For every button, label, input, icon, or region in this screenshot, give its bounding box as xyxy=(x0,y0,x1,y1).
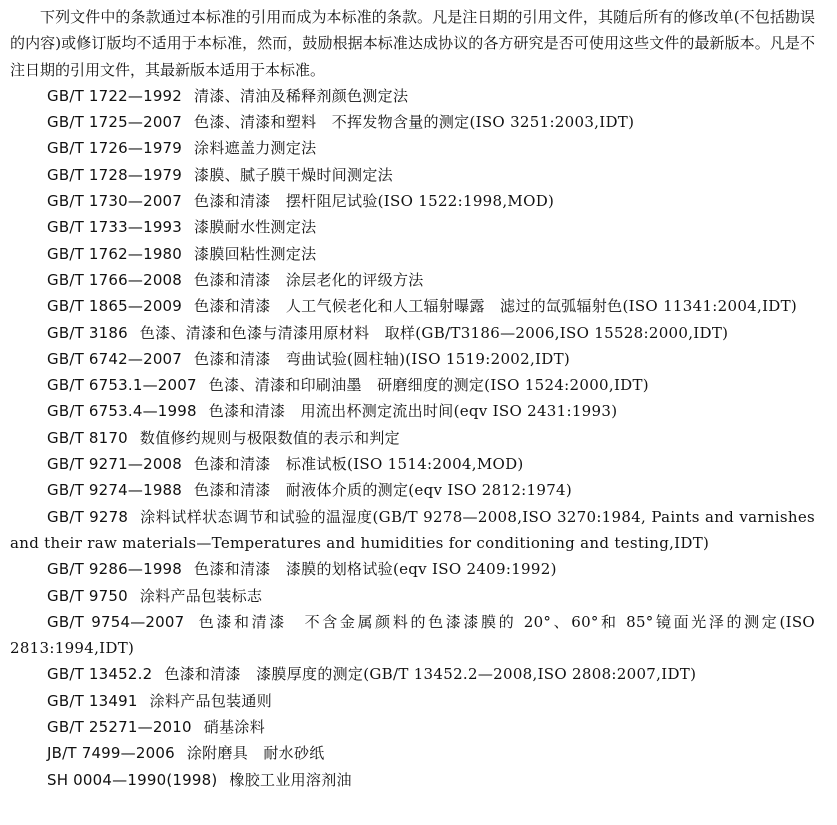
reference-title: 涂附磨具 耐水砂纸 xyxy=(186,744,325,763)
reference-title: 色漆和清漆 标准试板(ISO 1514:2004,MOD) xyxy=(194,455,524,474)
reference-code: GB/T 9274—1988 xyxy=(47,481,183,500)
reference-code: GB/T 1725—2007 xyxy=(47,113,183,132)
reference-item xyxy=(10,714,815,740)
reference-item xyxy=(10,556,815,582)
reference-title: 色漆、清漆和印刷油墨 研磨细度的测定(ISO 1524:2000,IDT) xyxy=(208,376,649,395)
reference-title: 色漆和清漆 耐液体介质的测定(eqv ISO 2812:1974) xyxy=(194,481,573,500)
reference-title: 漆膜耐水性测定法 xyxy=(194,218,317,237)
reference-title: 清漆、清油及稀释剂颜色测定法 xyxy=(194,86,409,105)
reference-title: 色漆、清漆和色漆与清漆用原材料 取样(GB/T3186—2006,ISO 15528:2000,IDT) xyxy=(139,323,729,342)
reference-title: 涂料试样状态调节和试验的温湿度(GB/T 9278—2008,ISO 3270:1984, Paints and varnishes and their raw materials—Temperatures and humidities for conditioning and testing,IDT) xyxy=(10,507,815,552)
reference-code: GB/T 1762—1980 xyxy=(47,244,183,263)
reference-code: GB/T 9750 xyxy=(47,586,128,605)
reference-item xyxy=(10,609,815,662)
reference-title: 漆膜、腻子膜干燥时间测定法 xyxy=(194,165,393,184)
reference-title: 漆膜回粘性测定法 xyxy=(194,244,317,263)
reference-code: GB/T 1722—1992 xyxy=(47,86,183,105)
reference-item xyxy=(10,504,815,557)
reference-title: 涂料产品包装通则 xyxy=(149,691,273,710)
reference-code: GB/T 6753.1—2007 xyxy=(47,376,197,395)
reference-title: 色漆和清漆 涂层老化的评级方法 xyxy=(194,270,424,289)
reference-code: GB/T 1726—1979 xyxy=(47,139,183,158)
reference-item xyxy=(10,346,815,372)
reference-item xyxy=(10,583,815,609)
reference-item xyxy=(10,477,815,503)
reference-code: JB/T 7499—2006 xyxy=(47,744,175,763)
reference-item xyxy=(10,740,815,766)
reference-item xyxy=(10,425,815,451)
reference-title: 涂料产品包装标志 xyxy=(139,586,263,605)
reference-item xyxy=(10,688,815,714)
reference-title: 色漆和清漆 用流出杯测定流出时间(eqv ISO 2431:1993) xyxy=(208,402,618,421)
reference-code: GB/T 13452.2 xyxy=(47,665,153,684)
reference-title: 色漆和清漆 弯曲试验(圆柱轴)(ISO 1519:2002,IDT) xyxy=(194,349,571,368)
reference-code: GB/T 1733—1993 xyxy=(47,218,183,237)
reference-title: 硝基涂料 xyxy=(203,718,265,737)
reference-title: 色漆和清漆 人工气候老化和人工辐射曝露 滤过的氙弧辐射色(ISO 11341:2004,IDT) xyxy=(194,297,798,316)
reference-code: GB/T 8170 xyxy=(47,428,128,447)
reference-code: GB/T 6753.4—1998 xyxy=(47,402,197,421)
intro-paragraph: 下列文件中的条款通过本标准的引用而成为本标准的条款。凡是注日期的引用文件，其随后所有的修改单(不包括勘误的内容)或修订版均不适用于本标准，然而，鼓励根据本标准达成协议的各方研究是否可使用这些文件的最新版本。凡是不注日期的引用文件，其最新版本适用于本标准。 xyxy=(10,8,815,79)
reference-item xyxy=(10,109,815,135)
reference-list xyxy=(10,83,815,793)
reference-item xyxy=(10,293,815,319)
reference-code: GB/T 9754—2007 xyxy=(47,612,185,631)
reference-code: GB/T 1865—2009 xyxy=(47,297,183,316)
reference-item xyxy=(10,241,815,267)
reference-title: 橡胶工业用溶剂油 xyxy=(229,770,352,789)
reference-code: GB/T 1766—2008 xyxy=(47,270,183,289)
reference-item xyxy=(10,661,815,687)
reference-title: 涂料遮盖力测定法 xyxy=(194,139,317,158)
reference-item xyxy=(10,320,815,346)
reference-title: 数值修约规则与极限数值的表示和判定 xyxy=(139,428,400,447)
reference-title: 色漆和清漆 摆杆阻尼试验(ISO 1522:1998,MOD) xyxy=(194,192,555,211)
reference-item xyxy=(10,83,815,109)
reference-item xyxy=(10,398,815,424)
reference-code: GB/T 1728—1979 xyxy=(47,165,183,184)
reference-title: 色漆和清漆 漆膜厚度的测定(GB/T 13452.2—2008,ISO 2808:2007,IDT) xyxy=(164,665,697,684)
reference-code: GB/T 9271—2008 xyxy=(47,455,183,474)
reference-code: GB/T 9278 xyxy=(47,507,129,526)
reference-item xyxy=(10,188,815,214)
reference-code: GB/T 3186 xyxy=(47,323,128,342)
reference-code: GB/T 13491 xyxy=(47,691,138,710)
reference-title: 色漆和清漆 不含金属颜料的色漆漆膜的 20°、60°和 85°镜面光泽的测定(ISO 2813:1994,IDT) xyxy=(10,612,815,658)
reference-code: GB/T 1730—2007 xyxy=(47,192,183,211)
reference-code: GB/T 9286—1998 xyxy=(47,560,183,579)
reference-title: 色漆和清漆 漆膜的划格试验(eqv ISO 2409:1992) xyxy=(194,560,557,579)
reference-code: GB/T 25271—2010 xyxy=(47,718,192,737)
reference-item xyxy=(10,214,815,240)
reference-item xyxy=(10,135,815,161)
reference-item xyxy=(10,162,815,188)
reference-item xyxy=(10,767,815,793)
reference-item xyxy=(10,267,815,293)
reference-item xyxy=(10,372,815,398)
reference-code: SH 0004—1990(1998) xyxy=(47,770,218,789)
reference-title: 色漆、清漆和塑料 不挥发物含量的测定(ISO 3251:2003,IDT) xyxy=(194,113,635,132)
reference-item xyxy=(10,451,815,477)
reference-code: GB/T 6742—2007 xyxy=(47,349,183,368)
